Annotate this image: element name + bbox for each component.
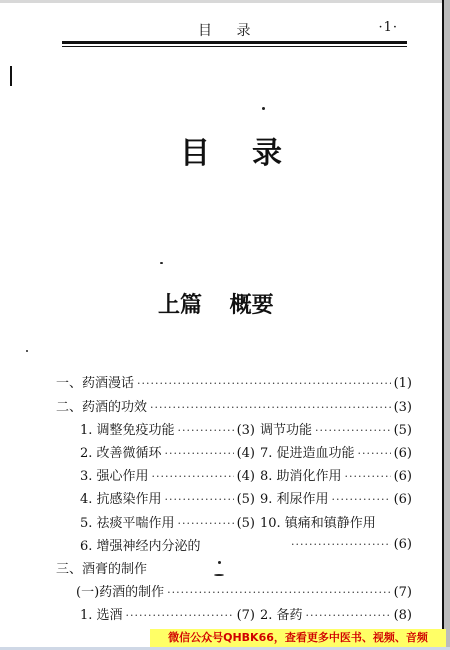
running-head (58, 16, 398, 38)
toc-entry: 8. 助消化作用 ····· (6) (260, 465, 412, 485)
toc-entry: 二、药酒的功效 ····· (3) (56, 396, 412, 416)
header-rule-thick (62, 41, 407, 44)
toc-entry: 9. 利尿作用 ····· (6) (260, 488, 412, 508)
toc-entry: 2. 改善微循环 ····· (4) (80, 442, 255, 462)
section-title: 上篇 概要 (158, 292, 274, 318)
toc-entry: 4. 抗感染作用 ····· (5) (80, 488, 255, 508)
toc-entry: 1. 调整免疫功能 ····· (3) (80, 419, 255, 439)
margin-mark (10, 66, 12, 86)
toc-entry: 调节功能 ····· (5) (260, 419, 412, 439)
toc-entry: 10. 镇痛和镇静作用 (260, 516, 376, 531)
toc-entry: 1. 选酒 ····· (7) (80, 604, 255, 624)
page-top-edge (0, 0, 450, 3)
toc-entry: 6. 增强神经内分泌的 (80, 539, 201, 554)
toc-entry: (一)药酒的制作 ····· (7) (76, 581, 412, 601)
toc-entry-continuation: ····· (6) (288, 537, 412, 557)
page-number: ·1· (378, 20, 398, 35)
print-speck (160, 262, 163, 264)
running-head-title: 目 录 (198, 23, 261, 39)
page-title: 目录 (180, 136, 324, 171)
watermark-banner: 微信公众号QHBK66，查看更多中医书、视频、音频 (150, 629, 446, 647)
toc-entry: 5. 祛痰平喘作用 ····· (5) (80, 512, 255, 532)
toc-entry: 3. 强心作用 ····· (4) (80, 465, 255, 485)
toc-entry: 三、酒膏的制作 (56, 562, 148, 577)
header-rule-thin (62, 46, 407, 47)
print-speck (26, 350, 28, 352)
page-right-border (442, 0, 444, 650)
page-right-edge (444, 0, 450, 650)
print-speck (262, 107, 265, 110)
toc-entry: 2. 备药 ····· (8) (260, 604, 412, 624)
toc-entry: 一、药酒漫话 ····· (1) (56, 372, 412, 392)
toc-entry: 7. 促进造血功能 ····· (6) (260, 442, 412, 462)
